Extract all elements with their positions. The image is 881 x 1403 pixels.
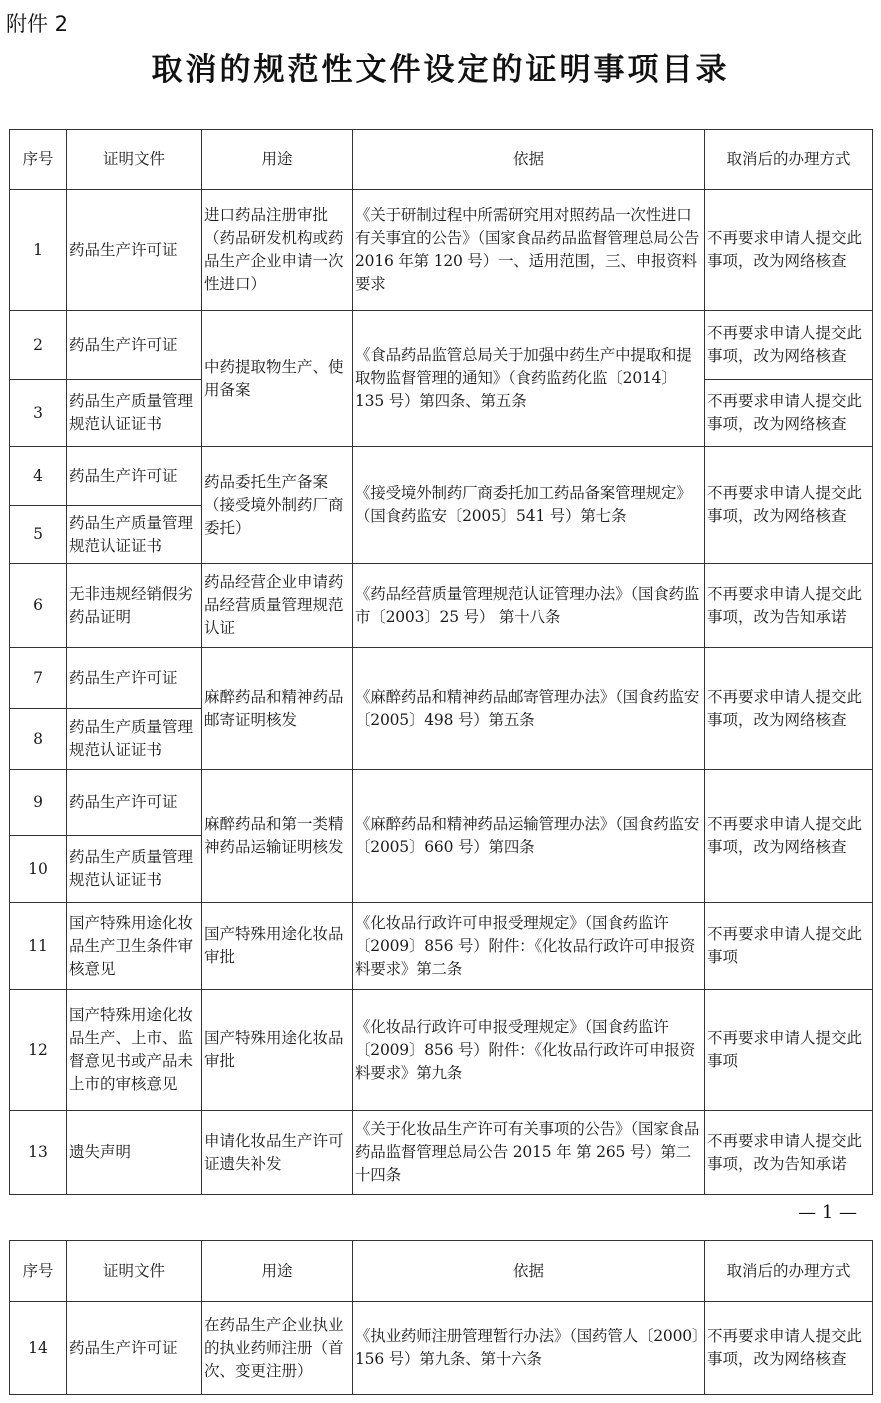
purpose-cell: 麻醉药品和精神药品邮寄证明核发 [202, 648, 353, 770]
table-row [10, 990, 873, 1111]
purpose-cell: 中药提取物生产、使用备案 [202, 311, 353, 447]
purpose-cell: 药品经营企业申请药品经营质量管理规范认证 [202, 564, 353, 648]
purpose-cell: 麻醉药品和第一类精神药品运输证明核发 [202, 770, 353, 903]
purpose-cell: 在药品生产企业执业的执业药师注册（首次、变更注册） [202, 1302, 353, 1395]
table-row [10, 564, 873, 648]
purpose-cell: 申请化妆品生产许可证遗失补发 [202, 1111, 353, 1195]
table-row [10, 190, 873, 311]
table-row [10, 770, 873, 836]
method-cell: 不再要求申请人提交此事项，改为网络核查 [705, 380, 873, 447]
catalog-table-page-2 [9, 1240, 873, 1395]
basis-cell: 《麻醉药品和精神药品邮寄管理办法》（国食药监安〔2005〕498 号）第五条 [353, 648, 705, 770]
method-cell: 不再要求申请人提交此事项，改为网络核查 [705, 447, 873, 564]
certificate-cell: 遗失声明 [67, 1111, 202, 1195]
certificate-cell: 药品生产质量管理规范认证证书 [67, 709, 202, 770]
table-row [10, 447, 873, 506]
row-number: 5 [10, 506, 67, 564]
certificate-cell: 药品生产质量管理规范认证证书 [67, 836, 202, 903]
method-cell: 不再要求申请人提交此事项 [705, 903, 873, 990]
certificate-cell: 药品生产质量管理规范认证证书 [67, 380, 202, 447]
certificate-cell: 药品生产许可证 [67, 1302, 202, 1395]
certificate-cell: 药品生产质量管理规范认证证书 [67, 506, 202, 564]
basis-cell: 《关于研制过程中所需研究用对照药品一次性进口有关事宜的公告》（国家食品药品监督管理总局公告 2016 年第 120 号）一、适用范围，三、申报资料要求 [353, 190, 705, 311]
row-number: 6 [10, 564, 67, 648]
page-number: — 1 — [798, 1202, 857, 1223]
method-cell: 不再要求申请人提交此事项 [705, 990, 873, 1111]
basis-cell: 《执业药师注册管理暂行办法》（国药管人〔2000〕156 号）第九条、第十六条 [353, 1302, 705, 1395]
certificate-cell: 无非违规经销假劣药品证明 [67, 564, 202, 648]
header-method: 取消后的办理方式 [705, 1241, 873, 1302]
basis-cell: 《化妆品行政许可申报受理规定》（国食药监许〔2009〕856 号）附件：《化妆品行政许可申报资料要求》第九条 [353, 990, 705, 1111]
header-basis: 依据 [353, 130, 705, 190]
certificate-cell: 药品生产许可证 [67, 648, 202, 709]
header-use: 用途 [202, 130, 353, 190]
row-number: 1 [10, 190, 67, 311]
row-number: 12 [10, 990, 67, 1111]
method-cell: 不再要求申请人提交此事项，改为网络核查 [705, 311, 873, 380]
header-no: 序号 [10, 1241, 67, 1302]
certificate-cell: 国产特殊用途化妆品生产卫生条件审核意见 [67, 903, 202, 990]
header-method: 取消后的办理方式 [705, 130, 873, 190]
purpose-cell: 国产特殊用途化妆品审批 [202, 990, 353, 1111]
method-cell: 不再要求申请人提交此事项，改为告知承诺 [705, 564, 873, 648]
table-row [10, 311, 873, 380]
row-number: 4 [10, 447, 67, 506]
header-no: 序号 [10, 130, 67, 190]
table-row [10, 1111, 873, 1195]
row-number: 3 [10, 380, 67, 447]
table-header-row [10, 130, 873, 190]
table-row [10, 1302, 873, 1395]
purpose-cell: 药品委托生产备案（接受境外制药厂商委托） [202, 447, 353, 564]
header-doc: 证明文件 [67, 1241, 202, 1302]
table-row [10, 903, 873, 990]
method-cell: 不再要求申请人提交此事项，改为网络核查 [705, 648, 873, 770]
basis-cell: 《麻醉药品和精神药品运输管理办法》（国食药监安〔2005〕660 号）第四条 [353, 770, 705, 903]
purpose-cell: 国产特殊用途化妆品审批 [202, 903, 353, 990]
method-cell: 不再要求申请人提交此事项，改为网络核查 [705, 770, 873, 903]
basis-cell: 《接受境外制药厂商委托加工药品备案管理规定》（国食药监安〔2005〕541 号）第七条 [353, 447, 705, 564]
row-number: 11 [10, 903, 67, 990]
purpose-cell: 进口药品注册审批（药品研发机构或药品生产企业申请一次性进口） [202, 190, 353, 311]
row-number: 10 [10, 836, 67, 903]
header-use: 用途 [202, 1241, 353, 1302]
row-number: 9 [10, 770, 67, 836]
table-row [10, 648, 873, 709]
row-number: 14 [10, 1302, 67, 1395]
certificate-cell: 药品生产许可证 [67, 770, 202, 836]
basis-cell: 《关于化妆品生产许可有关事项的公告》（国家食品药品监督管理总局公告 2015 年 第 265 号）第二十四条 [353, 1111, 705, 1195]
catalog-table-page-1 [9, 129, 873, 1195]
method-cell: 不再要求申请人提交此事项，改为网络核查 [705, 190, 873, 311]
row-number: 8 [10, 709, 67, 770]
certificate-cell: 国产特殊用途化妆品生产、上市、监督意见书或产品未上市的审核意见 [67, 990, 202, 1111]
certificate-cell: 药品生产许可证 [67, 447, 202, 506]
row-number: 13 [10, 1111, 67, 1195]
document-title: 取消的规范性文件设定的证明事项目录 [151, 52, 730, 88]
row-number: 2 [10, 311, 67, 380]
row-number: 7 [10, 648, 67, 709]
attachment-label: 附件 2 [6, 12, 69, 36]
header-doc: 证明文件 [67, 130, 202, 190]
method-cell: 不再要求申请人提交此事项，改为网络核查 [705, 1302, 873, 1395]
basis-cell: 《化妆品行政许可申报受理规定》（国食药监许〔2009〕856 号）附件：《化妆品行政许可申报资料要求》第二条 [353, 903, 705, 990]
header-basis: 依据 [353, 1241, 705, 1302]
certificate-cell: 药品生产许可证 [67, 311, 202, 380]
basis-cell: 《食品药品监管总局关于加强中药生产中提取和提取物监督管理的通知》（食药监药化监〔2014〕135 号）第四条、第五条 [353, 311, 705, 447]
table-header-row [10, 1241, 873, 1302]
basis-cell: 《药品经营质量管理规范认证管理办法》（国食药监市〔2003〕25 号） 第十八条 [353, 564, 705, 648]
certificate-cell: 药品生产许可证 [67, 190, 202, 311]
method-cell: 不再要求申请人提交此事项，改为告知承诺 [705, 1111, 873, 1195]
